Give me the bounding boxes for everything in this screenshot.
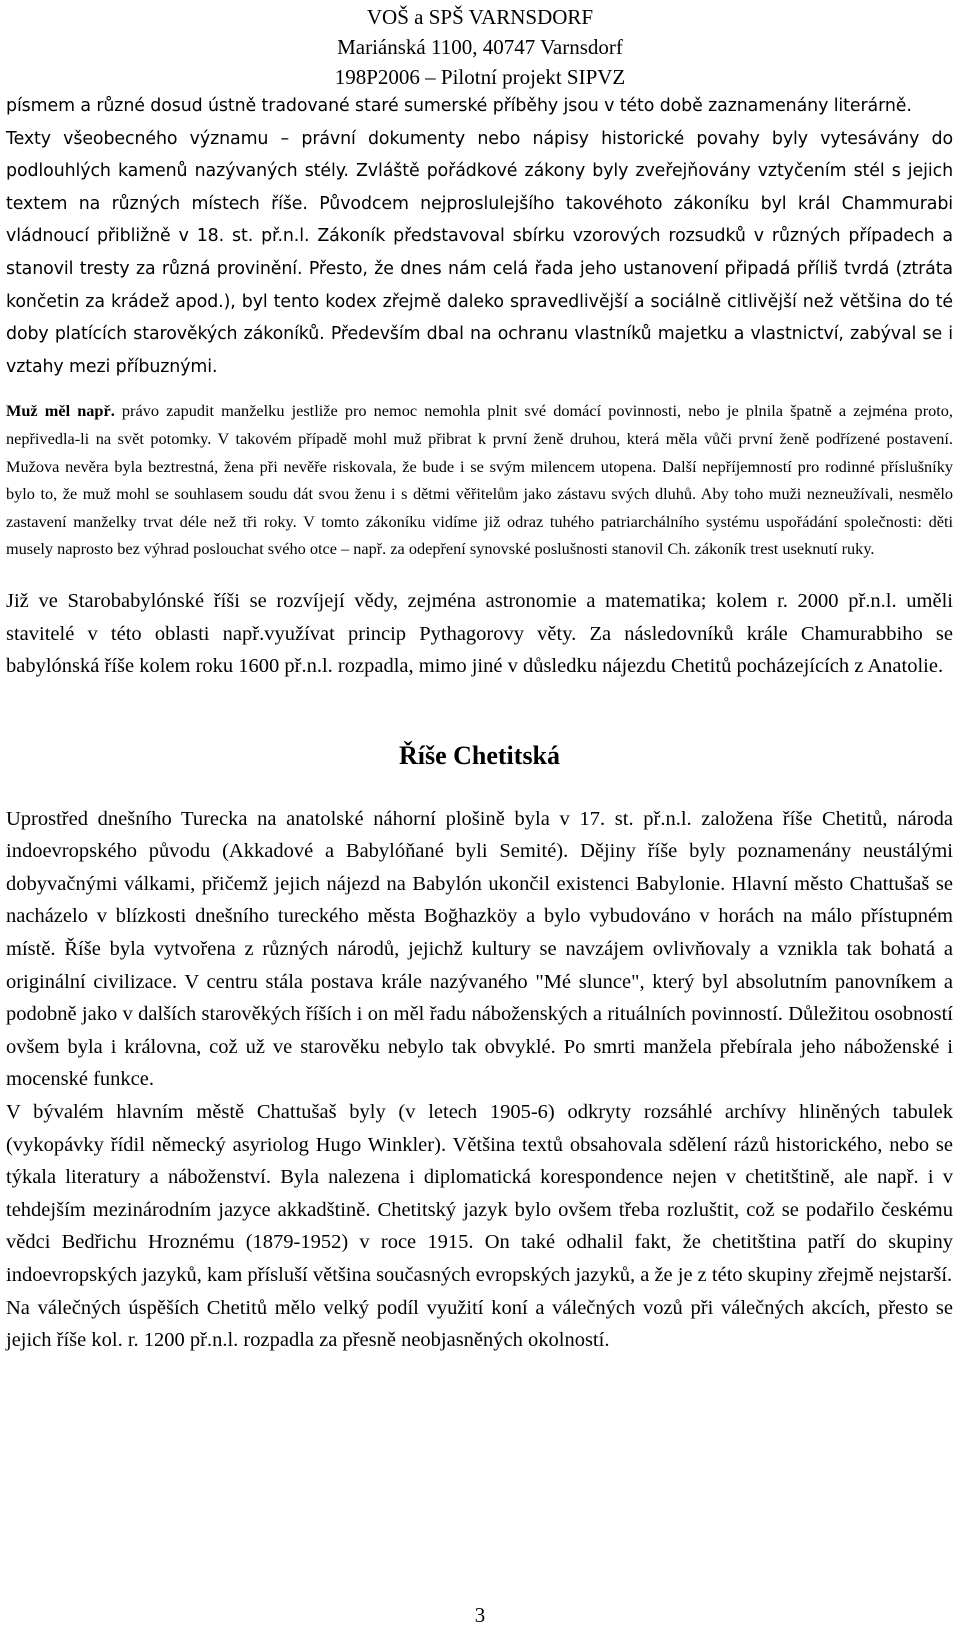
- note-lead: Muž měl např.: [6, 401, 115, 421]
- paragraph-hittite-military: Na válečných úspěších Chetitů mělo velký podíl využití koní a válečných vozů při válečných akcích, přesto se jejich říše kol. r. 1200 př.n.l. rozpadla za přesně neobjasněných okolností.: [6, 1296, 953, 1352]
- document-body: [6, 90, 953, 1357]
- paragraph-hittite-origins: Uprostřed dnešního Turecka na anatolské náhorní plošině byla v 17. st. př.n.l. založena říše Chetitů, národa indoevropského původu (Akkadové a Babylóňané byli Semité). Dějiny říše byly poznamenány neustálými dobyvačnými válkami, přičemž jejich nájezd na Babylón ukončil existenci Babylonie. Hlavní město Chattušaš se nacházelo v blízkosti dnešního tureckého města Boğhazköy a bylo vybudováno v horách na málo přístupném místě. Říše byla vytvořena z různých národů, jejichž kultury se navzájem ovlivňovaly a vznikla tak bohatá a originální civilizace. V centru stála postava krále nazývaného "Mé slunce", který byl absolutním panovníkem a podobně jako v dalších starověkých říších i on měl řadu náboženských a rituálních povinností. Důležitou osobností ovšem byla i královna, což už ve starověku nebylo tak obvyklé. Po smrti manžela přebírala jeho náboženské i mocenské funkce.: [6, 807, 953, 1091]
- paragraph-literary-stories: písmem a různé dosud ústně tradované staré sumerské příběhy jsou v této době zaznamenány literárně.: [6, 96, 912, 116]
- document-header: [0, 0, 960, 92]
- header-address: Mariánská 1100, 40747 Varnsdorf: [337, 35, 623, 59]
- paragraph-babylonian-science: Již ve Starobabylónské říši se rozvíjejí vědy, zejména astronomie a matematika; kolem r. 2000 př.n.l. uměli stavitelé v této oblasti např.využívat princip Pythagorovy věty. Za následovníků krále Chamurabbiho se babylónská říše kolem roku 1600 př.n.l. rozpadla, mimo jiné v důsledku nájezdu Chetitů pocházejících z Anatolie.: [6, 589, 953, 678]
- note-text: právo zapudit manželku jestliže pro nemoc nemohla plnit své domácí povinnosti, nebo je plnila špatně a zejména proto, nepřivedla-li na svět potomky. V takovém případě mohl muž přibrat k první ženě druhou, která měla vůči první ženě podřízené postavení. Mužova nevěra byla beztrestná, žena při nevěře riskovala, že bude i se svým milencem utopena. Další nepříjemností pro rodinné příslušníky bylo to, že muž mohl se souhlasem soudu dát svou ženu i s dětmi věřitelům jako zástavu svých dluhů. Aby toho muži nezneužívali, nesmělo zastavení manželky trvat déle než tři roky. V tomto zákoníku vidíme již odraz tuhého patriarchálního systému uspořádání společnosti: děti musely naprosto bez výhrad poslouchat svého otce – např. za odepření synovské poslušnosti stanovil Ch. zákoník trest useknutí ruky.: [6, 401, 953, 559]
- page-number: 3: [474, 1603, 486, 1627]
- paragraph-hattusa-archives: V bývalém hlavním městě Chattušaš byly (v letech 1905-6) odkryty rozsáhlé archívy hliněných tabulek (vykopávky řídil německý asyriolog Hugo Winkler). Většina textů obsahovala sdělení rázů historického, nebo se týkala literatury a náboženství. Byla nalezena i diplomatická korespondence nejen v chetitštině, ale např. i v tehdejším mezinárodním jazyce akkadštině. Chetitský jazyk bylo ovšem třeba rozluštit, což se podařilo českému vědci Bedřichu Hroznému (1879-1952) v roce 1915. On také odhalil fakt, že chetitština patří do skupiny indoevropských jazyků, kam přísluší většina současných evropských jazyků, a že je z této skupiny zřejmě nejstarší.: [6, 1101, 953, 1286]
- header-project: 198P2006 – Pilotní projekt SIPVZ: [334, 65, 626, 89]
- section-heading-hittite-empire: Říše Chetitská: [398, 740, 561, 770]
- note-paragraph: [6, 397, 953, 563]
- header-school-name: VOŠ a SPŠ VARNSDORF: [366, 5, 594, 29]
- paragraph-hammurabi-code: Texty všeobecného významu – právní dokumenty nebo nápisy historické povahy byly vytesávány do podlouhlých kamenů nazývaných stély. Zvláště pořádkové zákony byly zveřejňovány vztyčením stél s jejich textem na různých místech říše. Původcem nejproslulejšího takovéhoto zákoníku byl král Chammurabi vládnoucí přibližně v 18. st. př.n.l. Zákoník představoval sbírku vzorových rozsudků v různých případech a stanovil tresty za různá provinění. Přesto, že dnes nám celá řada jeho ustanovení připadá příliš tvrdá (ztráta končetin za krádež apod.), byl tento kodex zřejmě daleko spravedlivější a sociálně citlivější než většina do té doby platících starověkých zákoníků. Především dbal na ochranu vlastníků majetku a vlastnictví, zabýval se i vztahy mezi příbuznými.: [6, 128, 953, 377]
